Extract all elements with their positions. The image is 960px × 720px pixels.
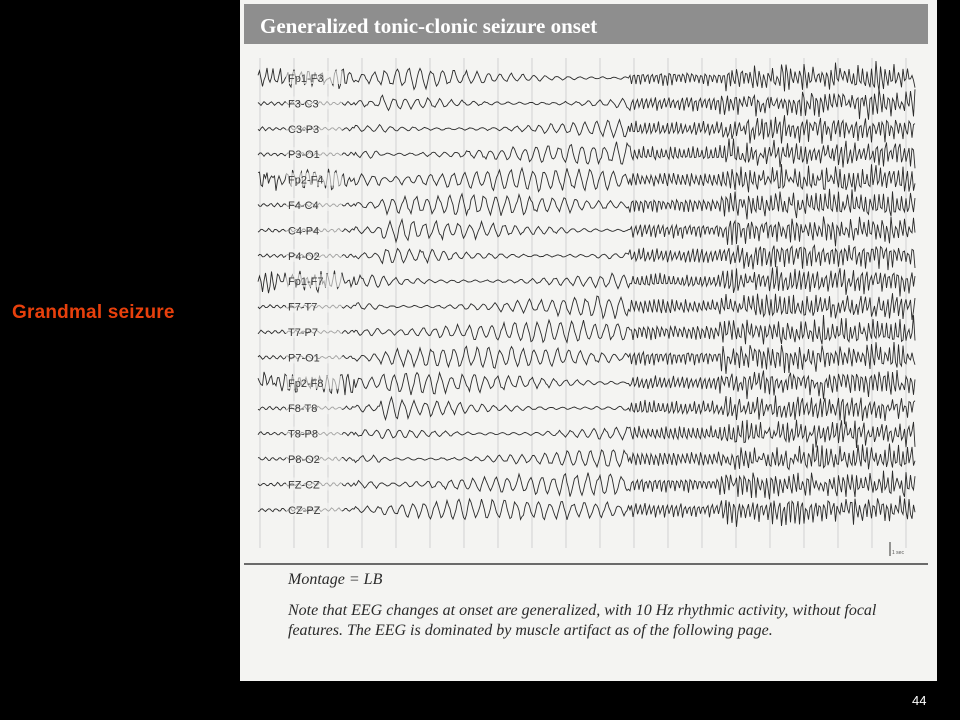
eeg-channel-label: F4-C4	[288, 200, 319, 212]
eeg-channel-label: F8-T8	[288, 403, 318, 416]
eeg-channel-label: P8-O2	[288, 454, 320, 466]
slide-side-label: Grandmal seizure	[12, 302, 175, 323]
eeg-channel-label: CZ-PZ	[288, 504, 321, 517]
eeg-trace-fp1-f3	[258, 61, 915, 91]
eeg-channel-label: T7-P7	[288, 327, 318, 339]
eeg-trace-p8-o2	[258, 444, 915, 470]
eeg-trace-t8-p8	[258, 420, 915, 448]
eeg-channel-label: FZ-CZ	[288, 479, 320, 492]
eeg-channel-label: T8-P8	[288, 428, 318, 441]
eeg-channel-label: Fp1-F7	[288, 276, 324, 289]
page-number: 44	[912, 693, 927, 708]
caption-divider	[244, 563, 928, 565]
eeg-figure	[240, 0, 937, 681]
eeg-channel-label: P4-O2	[288, 250, 320, 263]
montage-label: Montage = LB	[288, 571, 383, 588]
figure-caption	[244, 563, 928, 675]
eeg-trace-f7-t7	[258, 293, 915, 320]
eeg-channel-label: F7-T7	[288, 301, 318, 314]
eeg-trace-f4-c4	[258, 189, 915, 220]
eeg-channel-label: P3-O1	[288, 149, 320, 162]
eeg-trace-t7-p7	[258, 315, 915, 344]
eeg-trace-f8-t8	[258, 396, 915, 425]
figure-title: Generalized tonic-clonic seizure onset	[260, 14, 598, 38]
eeg-trace-p3-o1	[258, 139, 915, 169]
eeg-channel-label: Fp1-F3	[288, 73, 324, 85]
eeg-channel-label: C3-P3	[288, 123, 320, 136]
figure-note: Note that EEG changes at onset are generalized, with 10 Hz rhythmic activity, without focal features. The EEG is dominated by muscle artifact as of the following page.	[288, 602, 877, 639]
eeg-trace-p7-o1	[258, 342, 915, 374]
eeg-trace-fz-cz	[258, 471, 915, 500]
eeg-trace-fp1-f7	[258, 266, 915, 296]
eeg-channel-label: P7-O1	[288, 352, 320, 365]
eeg-trace-cz-pz	[258, 496, 915, 527]
eeg-channel-label: C4-P4	[288, 225, 320, 238]
time-scale-label: 1 sec	[892, 550, 904, 556]
eeg-trace-p4-o2	[258, 245, 915, 270]
eeg-channel-label: Fp2-F8	[288, 377, 324, 390]
eeg-trace-c4-p4	[258, 217, 915, 247]
eeg-trace-fp2-f8	[258, 370, 915, 399]
eeg-channel-label: Fp2-F4	[288, 174, 324, 187]
eeg-trace-panel	[240, 0, 937, 563]
eeg-channel-label: F3-C3	[288, 98, 319, 111]
eeg-trace-f3-c3	[258, 89, 915, 120]
eeg-trace-c3-p3	[258, 115, 915, 144]
eeg-trace-fp2-f4	[258, 164, 915, 192]
